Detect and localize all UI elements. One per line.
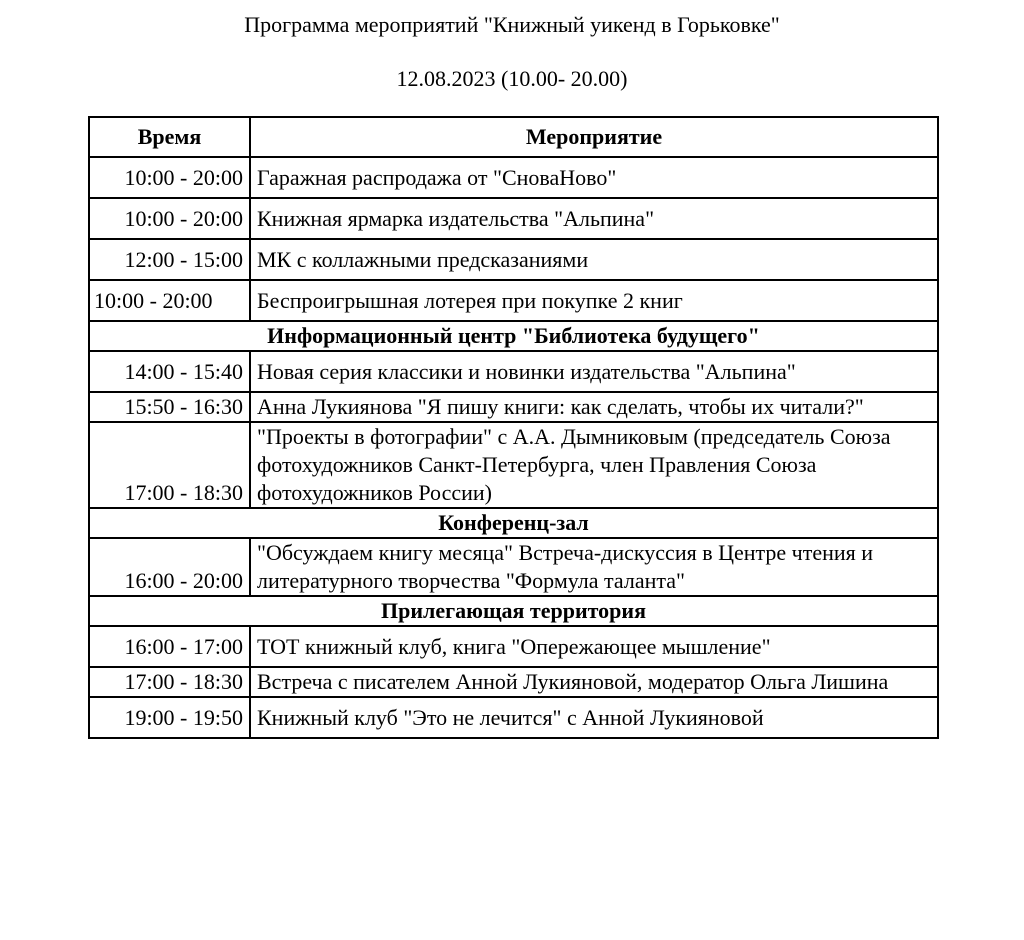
row-time: 12:00 - 15:00 bbox=[89, 239, 250, 280]
row-event: Новая серия классики и новинки издательства "Альпина" bbox=[250, 351, 938, 392]
row-time: 15:50 - 16:30 bbox=[89, 392, 250, 422]
section-title: Прилегающая территория bbox=[89, 596, 938, 626]
row-event: МК с коллажными предсказаниями bbox=[250, 239, 938, 280]
row-time: 16:00 - 17:00 bbox=[89, 626, 250, 667]
table-row bbox=[89, 351, 938, 392]
row-time: 17:00 - 18:30 bbox=[89, 422, 250, 508]
row-time: 17:00 - 18:30 bbox=[89, 667, 250, 697]
row-time: 14:00 - 15:40 bbox=[89, 351, 250, 392]
row-event: Гаражная распродажа от "СноваНово" bbox=[250, 157, 938, 198]
table-row bbox=[89, 280, 938, 321]
header-time: Время bbox=[89, 117, 250, 157]
table-row bbox=[89, 697, 938, 738]
table-row bbox=[89, 198, 938, 239]
table-row bbox=[89, 538, 938, 596]
table-row bbox=[89, 392, 938, 422]
row-event: Книжная ярмарка издательства "Альпина" bbox=[250, 198, 938, 239]
section-title: Информационный центр "Библиотека будущего" bbox=[89, 321, 938, 351]
table-row bbox=[89, 626, 938, 667]
header-event: Мероприятие bbox=[250, 117, 938, 157]
row-time: 16:00 - 20:00 bbox=[89, 538, 250, 596]
row-event: Книжный клуб "Это не лечится" с Анной Лукияновой bbox=[250, 697, 938, 738]
section-title: Конференц-зал bbox=[89, 508, 938, 538]
table-row bbox=[89, 239, 938, 280]
section-header-row bbox=[89, 321, 938, 351]
table-row bbox=[89, 422, 938, 508]
row-event: ТОТ книжный клуб, книга "Опережающее мышление" bbox=[250, 626, 938, 667]
schedule-table bbox=[88, 116, 939, 739]
row-time: 10:00 - 20:00 bbox=[89, 198, 250, 239]
section-header-row bbox=[89, 508, 938, 538]
row-event: Встреча с писателем Анной Лукияновой, модератор Ольга Лишина bbox=[250, 667, 938, 697]
table-row bbox=[89, 157, 938, 198]
document-title: Программа мероприятий "Книжный уикенд в Горьковке" bbox=[244, 12, 780, 37]
section-header-row bbox=[89, 596, 938, 626]
row-event: "Обсуждаем книгу месяца" Встреча-дискуссия в Центре чтения и литературного творчества "Формула таланта" bbox=[250, 538, 938, 596]
row-time: 10:00 - 20:00 bbox=[89, 280, 250, 321]
table-row bbox=[89, 667, 938, 697]
row-time: 19:00 - 19:50 bbox=[89, 697, 250, 738]
table-header-row bbox=[89, 117, 938, 157]
document-date: 12.08.2023 (10.00- 20.00) bbox=[396, 66, 628, 91]
row-event: Беспроигрышная лотерея при покупке 2 книг bbox=[250, 280, 938, 321]
row-time: 10:00 - 20:00 bbox=[89, 157, 250, 198]
row-event: "Проекты в фотографии" с А.А. Дымниковым (председатель Союза фотохудожников Санкт-Петербурга, член Правления Союза фотохудожников России) bbox=[250, 422, 938, 508]
row-event: Анна Лукиянова "Я пишу книги: как сделать, чтобы их читали?" bbox=[250, 392, 938, 422]
